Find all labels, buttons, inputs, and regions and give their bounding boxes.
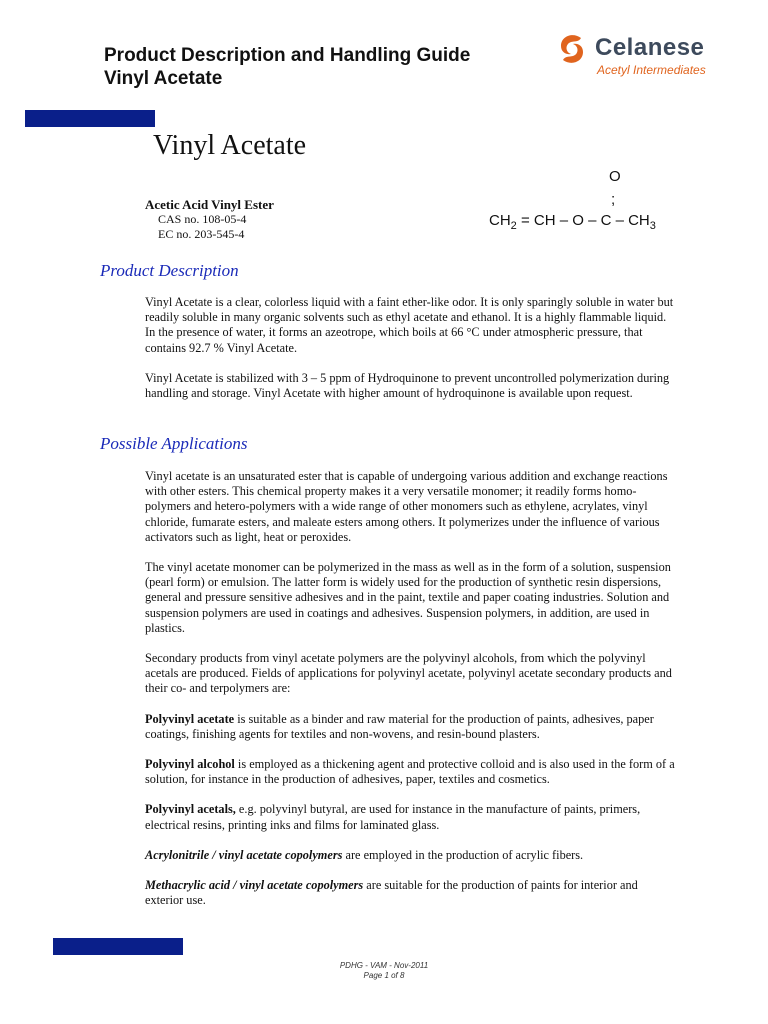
formula-sub2: 3 — [649, 220, 656, 232]
celanese-logo — [557, 30, 717, 80]
description-body — [145, 295, 675, 416]
cas-number: CAS no. 108-05-4 — [158, 212, 247, 226]
structural-formula — [489, 212, 656, 232]
page-footer — [284, 961, 484, 981]
formula-sub1: 2 — [510, 220, 517, 232]
application-item — [145, 848, 675, 863]
celanese-swirl-icon — [557, 32, 587, 66]
application-item — [145, 802, 675, 832]
application-text: are employed in the production of acrylic fibers. — [342, 847, 584, 862]
header-subtitle: Vinyl Acetate — [104, 68, 223, 89]
applications-paragraph-1: Vinyl acetate is an unsaturated ester that is capable of undergoing various addition and exchange reactions with other esters. This chemical property makes it a very versatile monomer; it readily forms homo-polymers and hetero-polymers with a wide range of other monomers such as ethylene, acrylates, vinyl chloride, fumarate esters, and maleate esters among others. It polymerizes under the influence of various activators such as light, heat or peroxides. — [145, 469, 668, 544]
header-title: Product Description and Handling Guide — [104, 45, 471, 66]
application-term: Methacrylic acid / vinyl acetate copolymers — [145, 878, 364, 893]
application-text: is employed as a thickening agent and protective colloid and is also used in the form of a solution, for instance in the production of adhesives, paper, textiles and cosmetics. — [145, 757, 675, 787]
formula-bond: ; — [611, 191, 616, 208]
footer-page-number: Page 1 of 8 — [363, 971, 405, 980]
applications-paragraph-3: Secondary products from vinyl acetate polymers are the polyvinyl alcohols, from which the polyvinyl acetals are produced. Fields of applications for polyvinyl acetate, polyvinyl acetate secondary products and their co- and terpolymers are: — [145, 651, 672, 696]
application-item — [145, 878, 675, 908]
applications-paragraph-2: The vinyl acetate monomer can be polymerized in the mass as well as in the form of a solution, suspension (pearl form) or emulsion. The latter form is widely used for the production of synthetic resin dispersions, general and pressure sensitive adhesives and in the paint, textile and paper coating industries. Solution and suspension polymers are used in coatings and adhesives. Suspension polymers, in addition, are used in plastics. — [145, 560, 671, 635]
application-item — [145, 712, 675, 742]
application-item — [145, 757, 675, 787]
formula-part2: = CH – O – C – CH — [516, 212, 650, 229]
application-text: are suitable for the production of paints for interior and exterior use. — [145, 878, 638, 908]
section-heading-applications: Possible Applications — [100, 434, 248, 453]
chemical-name: Acetic Acid Vinyl Ester — [145, 197, 274, 212]
footer-accent-bar — [53, 938, 183, 955]
section-heading-description: Product Description — [100, 261, 239, 280]
applications-body — [145, 469, 675, 923]
application-term: Polyvinyl acetate — [145, 711, 235, 726]
application-term: Polyvinyl acetals, — [145, 802, 236, 817]
ec-number: EC no. 203-545-4 — [158, 227, 245, 241]
logo-subtitle: Acetyl Intermediates — [597, 63, 706, 77]
description-paragraph-2: Vinyl Acetate is stabilized with 3 – 5 ppm of Hydroquinone to prevent uncontrolled polymerization during handling and storage. Vinyl Acetate with higher amount of hydroquinone is available upon request. — [145, 370, 670, 401]
formula-oxygen: O — [609, 168, 621, 185]
formula-part1: CH — [489, 212, 511, 229]
application-text: e.g. polyvinyl butyral, are used for instance in the manufacture of paints, primers, electrical resins, printing inks and films for laminated glass. — [145, 802, 641, 832]
logo-name: Celanese — [595, 34, 705, 61]
page-title: Vinyl Acetate — [153, 130, 307, 161]
application-term: Polyvinyl alcohol — [145, 757, 235, 772]
application-text: is suitable as a binder and raw material for the production of paints, adhesives, paper coatings, finishing agents for textiles and non-wovens, and resin-bound plasters. — [145, 711, 654, 741]
description-paragraph-1: Vinyl Acetate is a clear, colorless liquid with a faint ether-like odor. It is only sparingly soluble in water but readily soluble in many organic solvents such as ethyl acetate and ethanol. It is a highly flammable liquid. In the presence of water, it forms an azeotrope, which boils at 66 °C under atmospheric pressure, that contains 92.7 % Vinyl Acetate. — [145, 295, 674, 355]
footer-doc-code: PDHG - VAM - Nov-2011 — [339, 961, 429, 970]
header-accent-bar — [25, 110, 155, 127]
application-term: Acrylonitrile / vinyl acetate copolymers — [145, 847, 343, 862]
document-header — [104, 44, 470, 90]
